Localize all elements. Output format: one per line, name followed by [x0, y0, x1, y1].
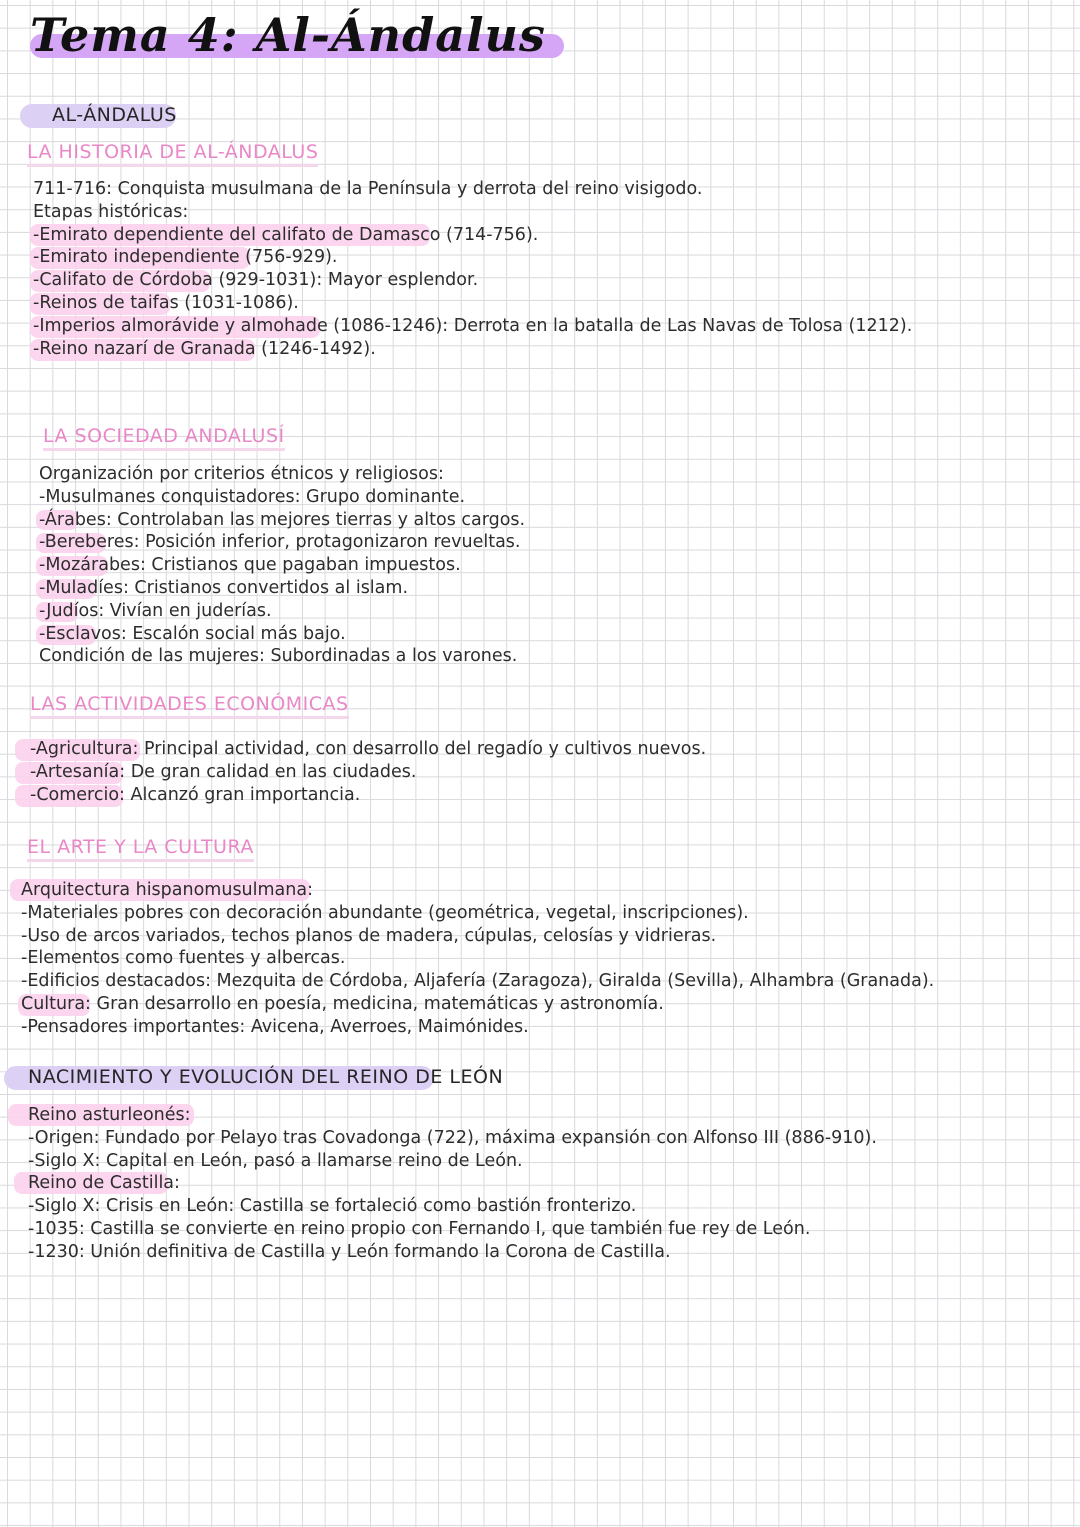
text-line: Etapas históricas: [33, 201, 189, 222]
text-line: -Emirato dependiente del califato de Damasco (714-756). [33, 224, 539, 245]
leon-text [28, 1104, 877, 1264]
text-line: 711-716: Conquista musulmana de la Península y derrota del reino visigodo. [33, 179, 703, 199]
text-line: -Agricultura: Principal actividad, con desarrollo del regadío y cultivos nuevos. [30, 739, 707, 759]
text-line: Condición de las mujeres: Subordinadas a los varones. [39, 646, 518, 667]
text-line: -Edificios destacados: Mezquita de Córdoba, Aljafería (Zaragoza), Giralda (Sevilla), Alhambra (Granada). [21, 971, 935, 992]
text-line: -Elementos como fuentes y albercas. [21, 948, 346, 969]
text-line: -Esclavos: Escalón social más bajo. [39, 623, 346, 644]
text-line: -Reino nazarí de Granada (1246-1492). [33, 338, 376, 359]
text-line: Organización por criterios étnicos y religiosos: [39, 464, 444, 484]
heading-sociedad: LA SOCIEDAD ANDALUSÍ [43, 425, 285, 451]
text-line: Arquitectura hispanomusulmana: [21, 880, 313, 900]
economia-text [30, 738, 706, 806]
text-line: -Muladíes: Cristianos convertidos al islam. [39, 577, 409, 598]
text-line: -Reinos de taifas (1031-1086). [33, 292, 299, 313]
arte-text [21, 879, 934, 1039]
text-line: -Comercio: Alcanzó gran importancia. [30, 784, 361, 805]
text-line: -Mozárabes: Cristianos que pagaban impuestos. [39, 555, 461, 576]
text-line: -Artesanía: De gran calidad en las ciudades. [30, 761, 417, 782]
page-title: Tema 4: Al-Ándalus [30, 8, 546, 62]
text-line: -1230: Unión definitiva de Castilla y León formando la Corona de Castilla. [28, 1241, 671, 1262]
text-line: -Imperios almorávide y almohade (1086-1246): Derrota en la batalla de Las Navas de Tolosa (1212). [33, 315, 913, 336]
text-line: -Bereberes: Posición inferior, protagonizaron revueltas. [39, 532, 521, 553]
text-line: Reino asturleonés: [28, 1105, 191, 1125]
historia-text [33, 178, 912, 360]
sociedad-text [39, 463, 525, 668]
text-line: Reino de Castilla: [28, 1173, 180, 1194]
text-line: -Siglo X: Crisis en León: Castilla se fortaleció como bastión fronterizo. [28, 1196, 637, 1217]
text-line: -1035: Castilla se convierte en reino propio con Fernando I, que también fue rey de León. [28, 1218, 811, 1239]
section-label-leon: NACIMIENTO Y EVOLUCIÓN DEL REINO DE LEÓN [28, 1066, 504, 1088]
section-label-alandalus: AL-ÁNDALUS [52, 104, 177, 126]
text-line: -Emirato independiente (756-929). [33, 247, 338, 268]
text-line: -Siglo X: Capital en León, pasó a llamarse reino de León. [28, 1150, 523, 1171]
heading-economia: LAS ACTIVIDADES ECONÓMICAS [30, 693, 349, 719]
text-line: -Califato de Córdoba (929-1031): Mayor esplendor. [33, 270, 479, 291]
text-line: Cultura: Gran desarrollo en poesía, medicina, matemáticas y astronomía. [21, 993, 664, 1014]
text-line: -Árabes: Controlaban las mejores tierras y altos cargos. [39, 509, 526, 530]
text-line: -Judíos: Vivían en juderías. [39, 600, 272, 621]
text-line: -Materiales pobres con decoración abundante (geométrica, vegetal, inscripciones). [21, 902, 749, 923]
heading-historia: LA HISTORIA DE AL-ÁNDALUS [27, 141, 318, 167]
text-line: -Origen: Fundado por Pelayo tras Covadonga (722), máxima expansión con Alfonso III (886-910). [28, 1127, 877, 1148]
heading-arte: EL ARTE Y LA CULTURA [27, 836, 254, 862]
text-line: -Musulmanes conquistadores: Grupo dominante. [39, 486, 466, 507]
text-line: -Pensadores importantes: Avicena, Averroes, Maimónides. [21, 1016, 529, 1037]
text-line: -Uso de arcos variados, techos planos de madera, cúpulas, celosías y vidrieras. [21, 925, 717, 946]
